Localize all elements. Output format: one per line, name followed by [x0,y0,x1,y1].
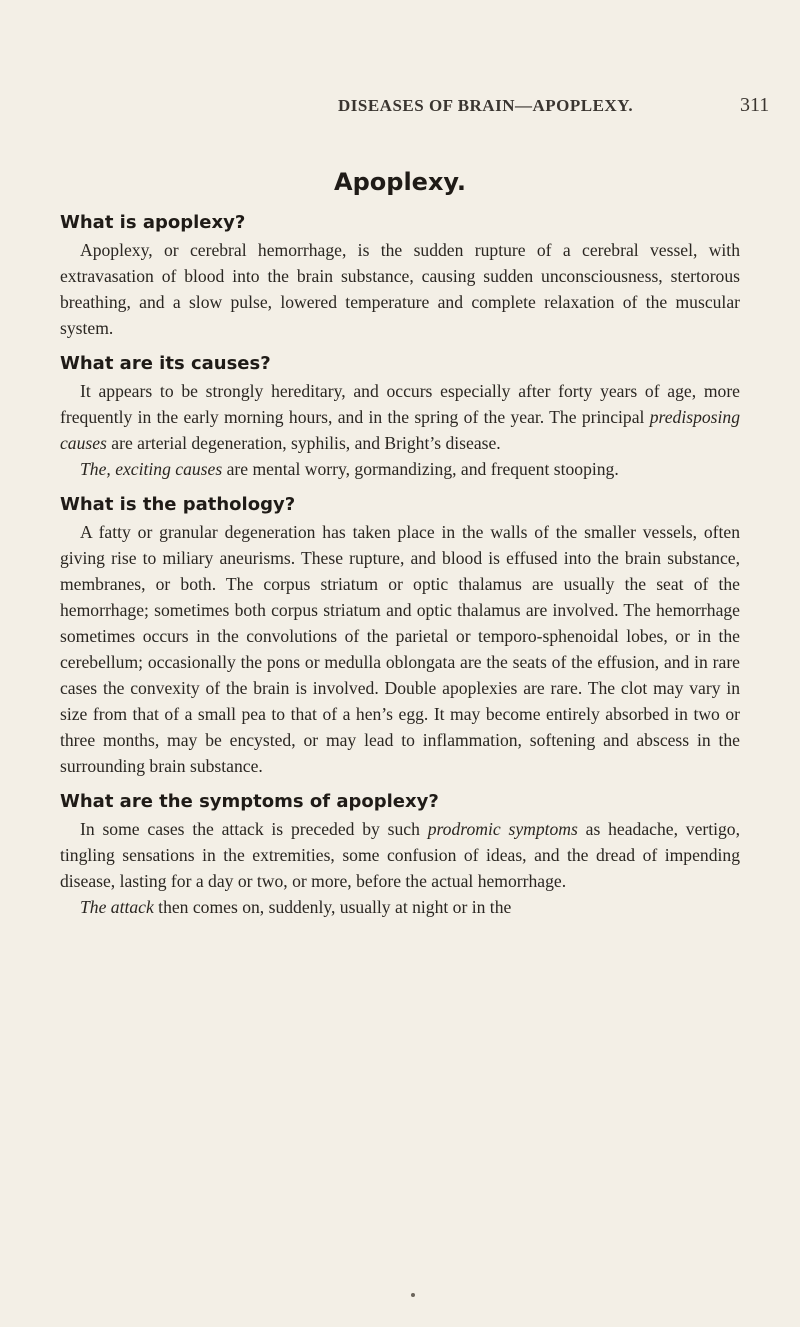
text-run: then comes on, suddenly, usually at night or in the [153,897,512,917]
text-run: Apoplexy, or cerebral hemorrhage, is the sudden rupture of a cerebral vessel, with extravasation of blood into the brain substance, causing sudden unconsciousness, stertorous breathing, and a slow pulse, lowered temperature and complete relaxation of the muscular system. [60,240,740,338]
text-run: A fatty or granular degeneration has taken place in the walls of the smaller vessels, often giving rise to miliary aneurisms. These rupture, and blood is effused into the brain substance, membranes, or both. The corpus striatum or optic thalamus are usually the seat of the hemorrhage; sometimes both corpus striatum and optic thalamus are involved. The hemorrhage sometimes occurs in the convolutions of the parietal or temporo-sphenoidal lobes, or in the cerebellum; occasionally the pons or medulla oblongata are the seats of the effusion, and in rare cases the convexity of the brain is involved. Double apoplexies are rare. The clot may vary in size from that of a small pea to that of a hen’s egg. It may become entirely absorbed in two or three months, may be encysted, or may lead to inflammation, softening and abscess in the surrounding brain substance. [60,522,740,776]
question-heading: What are its causes? [60,353,271,374]
section-pathology [60,494,740,779]
text-run: In some cases the attack is preceded by such [80,819,428,839]
italic-term: The, [80,459,116,479]
section-definition [60,212,740,341]
italic-term: prodromic symptoms [427,819,578,839]
page-number: 311 [740,94,770,116]
text-run: are arterial degeneration, syphilis, and Bright’s disease. [106,433,501,453]
paragraph [60,237,740,341]
question-heading: What are the symptoms of apoplexy? [60,791,439,812]
paragraph [60,894,740,920]
paragraph [60,519,740,779]
text-run: are mental worry, gormandizing, and frequent stooping. [222,459,619,479]
italic-term: predisposing causes [60,407,740,453]
section-causes [60,353,740,482]
text-run: It appears to be strongly hereditary, and occurs especially after forty years of age, more frequently in the early morning hours, and in the spring of the year. The principal [60,381,740,427]
text-run: as headache, vertigo, tingling sensations in the extremities, some confusion of ideas, and the dread of impending disease, lasting for a day or two, or more, before the actual hemorrhage. [60,819,741,891]
paragraph [60,816,740,894]
page-mark-dot [411,1293,415,1297]
running-head: DISEASES OF BRAIN—APOPLEXY. [338,96,634,115]
question-heading: What is the pathology? [60,494,296,515]
chapter-title: Apoplexy. [334,168,466,196]
question-heading: What is apoplexy? [60,212,246,233]
paragraph [60,378,740,456]
section-symptoms [60,791,740,920]
body-text [60,212,740,932]
italic-term: The attack [80,897,154,917]
paragraph [60,456,740,482]
italic-term: exciting causes [115,459,223,479]
